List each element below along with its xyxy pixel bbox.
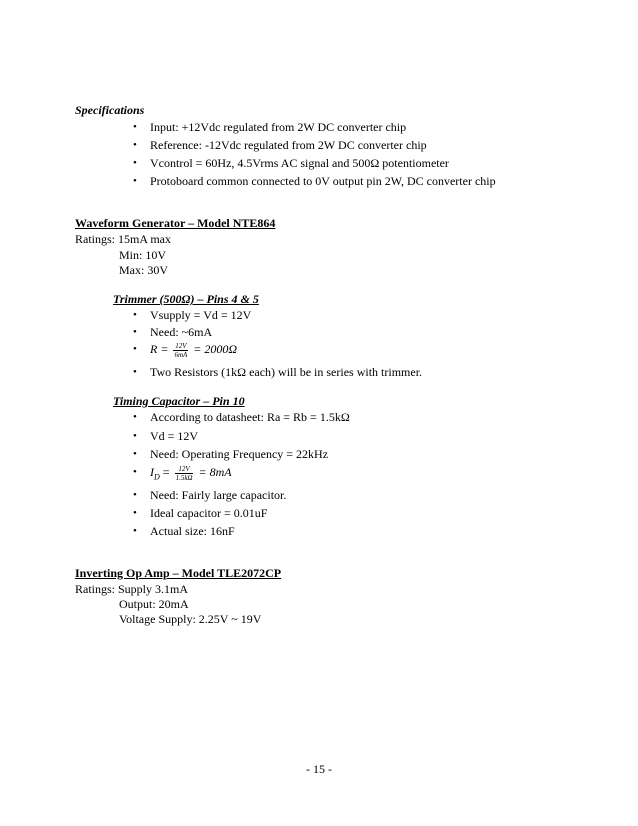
timing-datasheet: According to datasheet: Ra = Rb = 1.5kΩ — [150, 410, 350, 424]
bullet-icon: • — [133, 175, 137, 187]
opamp-ratings-voltage: Voltage Supply: 2.25V ~ 19V — [119, 612, 262, 626]
waveform-ratings-max: Ratings: 15mA max — [75, 232, 171, 246]
timing-frequency: Need: Operating Frequency = 22kHz — [150, 447, 329, 461]
waveform-ratings-max-voltage: Max: 30V — [119, 263, 168, 277]
waveform-ratings-min: Min: 10V — [119, 248, 167, 262]
bullet-icon: • — [133, 326, 137, 338]
formula-i-subscript: D — [154, 472, 160, 482]
fraction-numerator: 12V — [175, 465, 194, 474]
fraction-numerator: 12V — [175, 341, 187, 350]
formula-r-lhs: R = — [150, 342, 169, 356]
waveform-heading: Waveform Generator – Model NTE864 — [75, 216, 276, 230]
trimmer-vsupply: Vsupply = Vd = 12V — [150, 308, 252, 322]
spec-item-reference: Reference: -12Vdc regulated from 2W DC converter chip — [150, 138, 427, 152]
formula-i-lhs: I — [150, 465, 154, 479]
timing-heading: Timing Capacitor – Pin 10 — [113, 394, 245, 408]
bullet-icon: • — [133, 411, 137, 423]
timing-current-formula — [150, 460, 232, 489]
formula-fraction — [173, 342, 188, 359]
fraction-denominator: 6mA — [174, 350, 188, 359]
timing-ideal-capacitor: Ideal capacitor = 0.01uF — [150, 506, 268, 520]
trimmer-resistance-formula — [150, 337, 237, 361]
trimmer-heading: Trimmer (500Ω) – Pins 4 & 5 — [113, 292, 259, 306]
bullet-icon: • — [133, 157, 137, 169]
timing-actual-size: Actual size: 16nF — [150, 524, 235, 538]
bullet-icon: • — [133, 366, 137, 378]
fraction-denominator: 1.5kΩ — [175, 473, 193, 482]
page-number: - 15 - — [306, 762, 332, 776]
bullet-icon: • — [133, 525, 137, 537]
opamp-ratings-supply: Ratings: Supply 3.1mA — [75, 582, 189, 596]
bullet-icon: • — [133, 121, 137, 133]
spec-item-protoboard: Protoboard common connected to 0V output pin 2W, DC converter chip — [150, 174, 496, 188]
bullet-icon: • — [133, 489, 137, 501]
bullet-icon: • — [133, 448, 137, 460]
timing-vd: Vd = 12V — [150, 429, 199, 443]
spec-item-vcontrol: Vcontrol = 60Hz, 4.5Vrms AC signal and 500Ω potentiometer — [150, 156, 449, 170]
formula-i-rhs: = 8mA — [198, 465, 232, 479]
spec-item-input: Input: +12Vdc regulated from 2W DC converter chip — [150, 120, 407, 134]
trimmer-resistors: Two Resistors (1kΩ each) will be in series with trimmer. — [150, 365, 423, 379]
formula-equals: = — [162, 465, 170, 479]
opamp-heading: Inverting Op Amp – Model TLE2072CP — [75, 566, 282, 580]
bullet-icon: • — [133, 343, 137, 355]
bullet-icon: • — [133, 309, 137, 321]
bullet-icon: • — [133, 139, 137, 151]
formula-r-rhs: = 2000Ω — [193, 342, 238, 356]
formula-fraction — [175, 465, 194, 482]
bullet-icon: • — [133, 466, 137, 478]
trimmer-need-current: Need: ~6mA — [150, 325, 213, 339]
bullet-icon: • — [133, 430, 137, 442]
specifications-heading: Specifications — [75, 103, 145, 117]
timing-large-capacitor: Need: Fairly large capacitor. — [150, 488, 287, 502]
bullet-icon: • — [133, 507, 137, 519]
opamp-ratings-output: Output: 20mA — [119, 597, 189, 611]
